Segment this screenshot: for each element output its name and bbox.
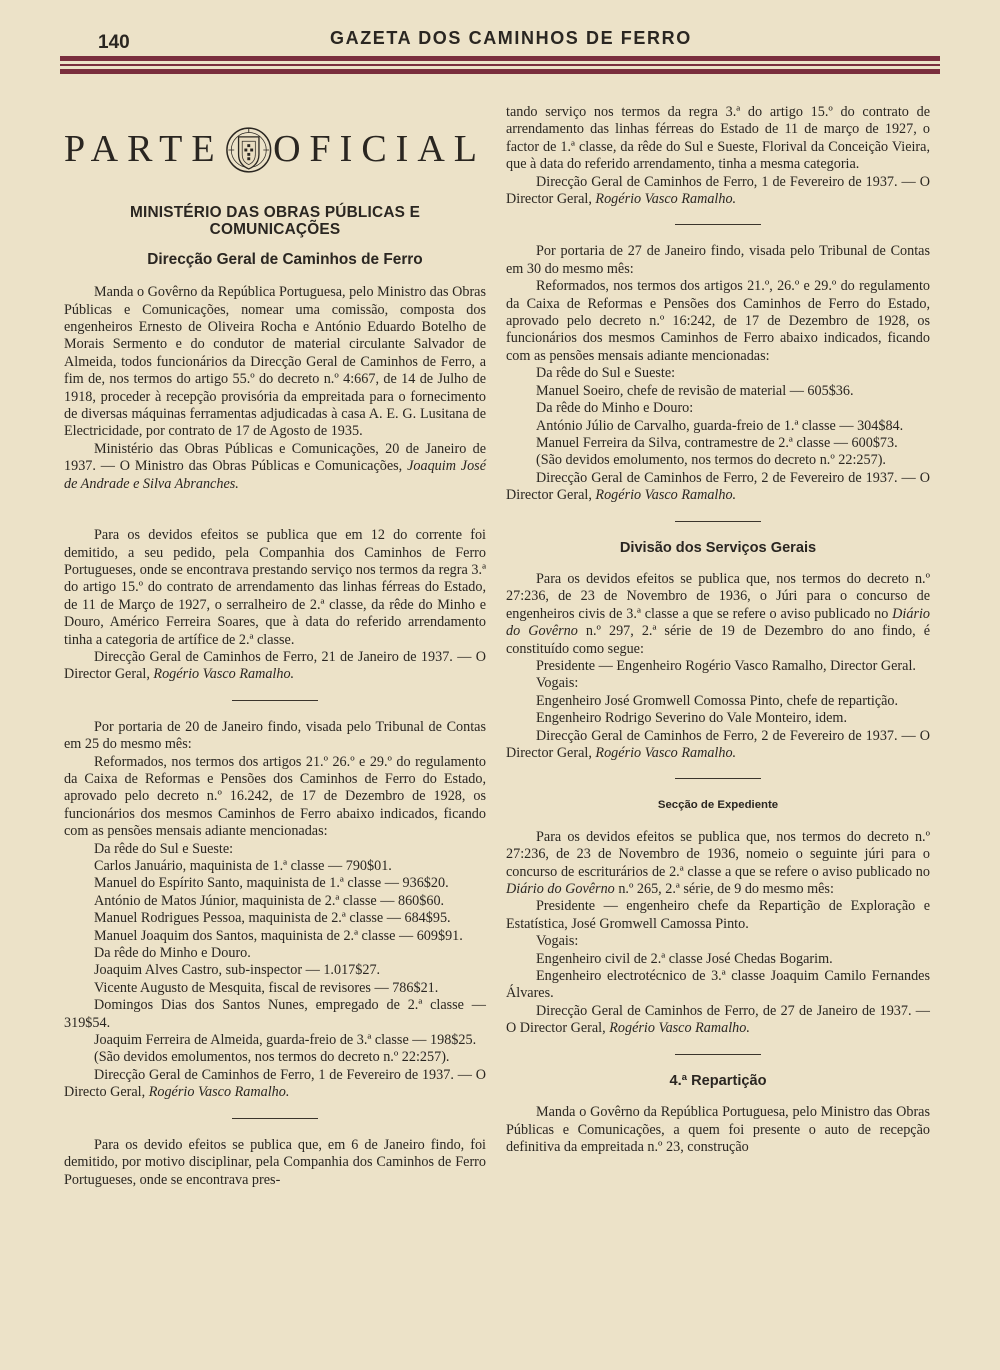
paragraph: Por portaria de 20 de Janeiro findo, visada pelo Tribunal de Contas em 25 do mesmo mês: (64, 718, 486, 753)
paragraph: Presidente — engenheiro chefe da Repartição de Exploração e Estatística, José Gromwell Camossa Pinto. (506, 898, 930, 932)
parte-word: PARTE (64, 128, 224, 171)
paragraph: Presidente — Engenheiro Rogério Vasco Ramalho, Director Geral. (536, 657, 916, 674)
list-item: Manuel Soeiro, chefe de revisão de material — 605$36. (536, 382, 854, 399)
list-item: Domingos Dias dos Santos Nunes, empregado de 2.ª classe — 319$54. (64, 997, 486, 1031)
header-rule (60, 69, 940, 74)
signature: Rogério Vasco Ramalho. (148, 1084, 290, 1101)
paragraph: Por portaria de 27 de Janeiro findo, visada pelo Tribunal de Contas em 30 do mesmo mês: (506, 243, 930, 277)
signature: Rogério Vasco Ramalho. (153, 666, 295, 683)
list-heading: Vogais: (536, 933, 579, 950)
separator-rule (675, 224, 761, 225)
signature-paragraph: Direcção Geral de Caminhos de Ferro, 21 de Janeiro de 1937. — O Director Geral, Rogério Vasco Ramalho. (64, 648, 486, 683)
list-heading: Da rêde do Minho e Douro: (536, 400, 694, 417)
list-heading: Da rêde do Sul e Sueste: (94, 840, 234, 857)
list-heading: Vogais: (536, 675, 579, 692)
header-rule (60, 56, 940, 61)
list-item: Engenheiro civil de 2.ª classe José Chedas Bogarim. (536, 950, 833, 967)
page-number: 140 (98, 32, 130, 53)
section-heading-reparticao: 4.ª Repartição (669, 1072, 767, 1089)
section-heading-seccao: Secção de Expediente (657, 799, 779, 812)
list-item: Carlos Januário, maquinista de 1.ª classe — 790$01. (94, 858, 392, 874)
list-item: Manuel Rodrigues Pessoa, maquinista de 2.ª classe — 684$95. (94, 910, 451, 927)
signature-paragraph: Ministério das Obras Públicas e Comunicações, 20 de Janeiro de 1937. — O Ministro das Obras Públicas e Comunicações, Joaquim José de Andrade e Silva Abranches. (64, 440, 486, 492)
paragraph: Para os devidos efeitos se publica que em 12 do corrente foi demitido, a seu pedido, pela Companhia dos Caminhos de Ferro Portugueses, onde se encontrava prestando serviço nos termos da regra 3.ª do artigo 15.º do contrato de arrendamento das linhas férreas do Estado, de 11 de Março de 1927, o serralheiro de 2.ª classe, da rêde do Minho e Douro, Américo Ferreira Soares, que à data do referido arrendamento tinha a categoria de artífice de 2.ª classe. (64, 527, 486, 648)
right-column (506, 104, 930, 1156)
list-item: Manuel Ferreira da Silva, contramestre de 2.ª classe — 600$73. (536, 434, 898, 451)
paragraph: Reformados, nos termos dos artigos 21.º 26.º e 29.º do regulamento da Caixa de Reformas e Pensões dos Caminhos de Ferro do Estado, aprovado pelo decreto n.º 16.242, de 17 de Dezembro de 1928, os funcionários dos mesmos Caminhos de Ferro abaixo indicados, ficando com as pensões mensais adiante mencionadas: (64, 753, 486, 840)
list-item: Engenheiro José Gromwell Comossa Pinto, chefe de repartição. (536, 692, 899, 709)
signature-paragraph: Direcção Geral de Caminhos de Ferro, 1 de Fevereiro de 1937. — O Director Geral, Rogério Vasco Ramalho. (506, 173, 930, 208)
coat-of-arms-icon (224, 114, 274, 186)
note: (São devidos emolumentos, nos termos do decreto n.º 22:257). (94, 1049, 450, 1066)
ministry-heading: MINISTÉRIO DAS OBRAS PÚBLICAS E COMUNICAÇÕES (129, 204, 421, 239)
separator-rule (675, 521, 761, 522)
signature: Rogério Vasco Ramalho. (595, 487, 737, 504)
list-item: Manuel do Espírito Santo, maquinista de 1.ª classe — 936$20. (94, 875, 449, 892)
paragraph: Manda o Govêrno da República Portuguesa, pelo Ministro das Obras Públicas e Comunicações, a quem foi presente o auto de recepção definitiva da empreitada n.º 23, construção (506, 1104, 930, 1155)
signature-paragraph: Direcção Geral de Caminhos de Ferro, 2 de Fevereiro de 1937. — O Director Geral, Rogério Vasco Ramalho. (506, 469, 930, 504)
left-column (64, 100, 486, 1189)
paragraph: Manda o Govêrno da República Portuguesa, pelo Ministro das Obras Públicas e Comunicações, nomear uma comissão, composta dos engenheiros Ernesto de Oliveira Rocha e António Eduardo Botelho de Morais Sermento e do condutor de material circulante Salvador de Almeida, todos funcionários da Direcção Geral de Caminhos de Ferro, a fim de, nos termos do artigo 55.º do decreto n.º 4:667, de 14 de Julho de 1918, proceder à recepção provisória da empreitada para o fornecimento de diversas máquinas ferramentas adjudicadas à casa A. E. G. Lusitana de Electricidade, por contrato de 17 de Agosto de 1935. (64, 284, 486, 440)
list-item: Vicente Augusto de Mesquita, fiscal de revisores — 786$21. (94, 979, 439, 996)
signature: Rogério Vasco Ramalho. (595, 191, 737, 208)
section-heading-divisao: Divisão dos Serviços Gerais (619, 539, 817, 556)
list-item: António de Matos Júnior, maquinista de 2.ª classe — 860$60. (94, 892, 445, 909)
header-rule (60, 64, 940, 66)
list-heading: Da rêde do Sul e Sueste: (536, 365, 676, 382)
list-item: Joaquim Alves Castro, sub-inspector — 1.017$27. (94, 962, 381, 979)
signature-paragraph: Direcção Geral de Caminhos de Ferro, 2 de Fevereiro de 1937. — O Director Geral, Rogério Vasco Ramalho. (506, 727, 930, 761)
list-item: Engenheiro electrotécnico de 3.ª classe Joaquim Camilo Fernandes Álvares. (506, 968, 930, 1002)
separator-rule (675, 1054, 761, 1055)
paragraph: Para os devidos efeitos se publica que, nos termos do decreto n.º 27:236, de 23 de Novembro de 1936, nomeio o seguinte júri para o concurso de escriturários de 2.ª classe a que se refere o aviso publicado no Diário do Govêrno n.º 265, 2.ª série, de 9 do mesmo mês: (506, 828, 930, 898)
section-title (64, 114, 486, 186)
running-title: GAZETA DOS CAMINHOS DE FERRO (330, 28, 692, 48)
note: (São devidos emolumento, nos termos do decreto n.º 22:257). (536, 452, 886, 469)
signature: Rogério Vasco Ramalho. (609, 1020, 750, 1037)
paragraph: Para os devidos efeitos se publica que, nos termos do decreto n.º 27:236, de 23 de Novembro de 1936, o Júri para o concurso de engenheiros civis de 3.ª classe a que se refere o aviso publicado no Diário do Govêrno n.º 297, 2.ª série de 19 de Dezembro do ano findo, é constituído como segue: (506, 570, 930, 657)
paragraph: tando serviço nos termos da regra 3.ª do artigo 15.º do contrato de arrendamento das linhas férreas do Estado de 11 de março de 1927, o factor de 1.ª classe, da rêde do Sul e Sueste, Florival da Conceição Vieira, que à data do referido arrendamento, tinha a mesma categoria. (506, 104, 930, 173)
separator-rule (675, 778, 761, 779)
list-item: Joaquim Ferreira de Almeida, guarda-freio de 3.ª classe — 198$25. (94, 1032, 477, 1049)
directorate-heading: Direcção Geral de Caminhos de Ferro (147, 250, 423, 268)
paragraph: Reformados, nos termos dos artigos 21.º, 26.º e 29.º do regulamento da Caixa de Reformas e Pensões dos Caminhos de Ferro do Estado, aprovado pelo decreto n.º 16:242, de 17 de Dezembro de 1928, os funcionários dos mesmos Caminhos de Ferro abaixo indicados, ficando com as pensões mensais adiante mencionadas: (506, 278, 930, 364)
list-item: Engenheiro Rodrigo Severino do Vale Monteiro, idem. (536, 710, 848, 727)
oficial-word: OFICIAL (273, 128, 486, 171)
list-item: António Júlio de Carvalho, guarda-freio de 1.ª classe — 304$84. (536, 417, 904, 434)
signature: Rogério Vasco Ramalho. (595, 745, 737, 761)
signature: Joaquim José de Andrade e Silva Abranches. (64, 458, 486, 492)
signature-paragraph: Direcção Geral de Caminhos de Ferro, 1 de Fevereiro de 1937. — O Directo Geral, Rogério Vasco Ramalho. (64, 1066, 486, 1101)
list-heading: Da rêde do Minho e Douro. (94, 945, 251, 962)
paragraph: Para os devido efeitos se publica que, em 6 de Janeiro findo, foi demitido, por motivo disciplinar, pela Companhia dos Caminhos de Ferro Portugueses, onde se encontrava pres- (64, 1136, 486, 1188)
separator-rule (232, 1118, 318, 1119)
signature-paragraph: Direcção Geral de Caminhos de Ferro, de 27 de Janeiro de 1937. — O Director Geral, Rogério Vasco Ramalho. (506, 1002, 930, 1037)
list-item: Manuel Joaquim dos Santos, maquinista de 2.ª classe — 609$91. (94, 927, 463, 944)
separator-rule (232, 700, 318, 701)
